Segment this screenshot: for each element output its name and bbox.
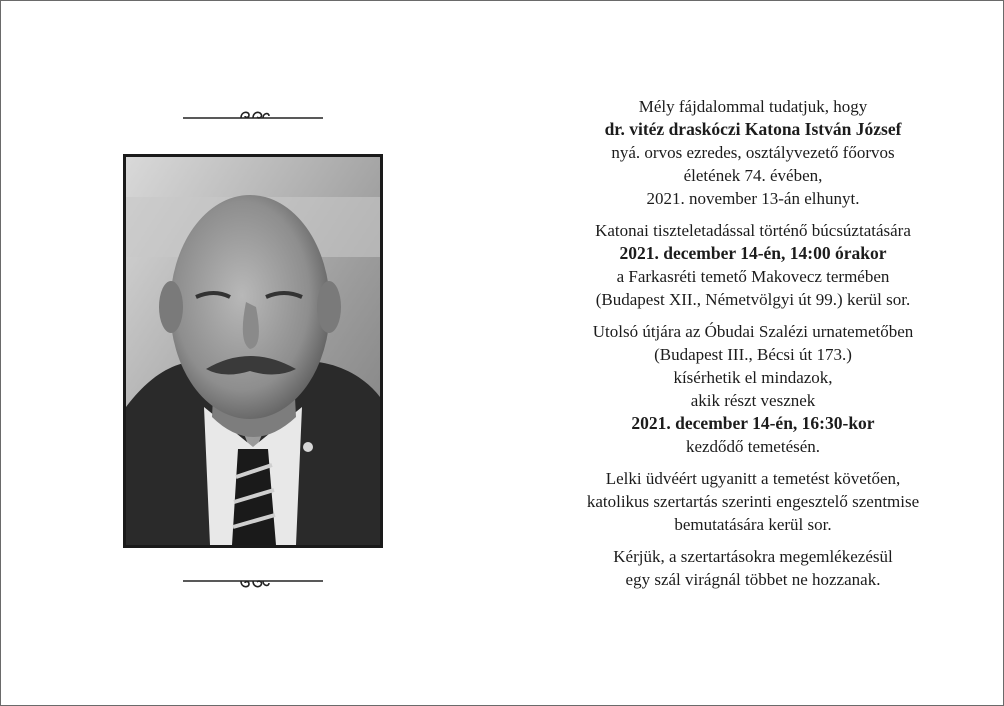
death-date: 2021. november 13-án elhunyt. xyxy=(646,189,860,208)
burial-line: kezdődő temetésén. xyxy=(685,437,821,456)
deceased-name: dr. vitéz draskóczi Katona István József xyxy=(604,119,902,139)
intro-line: Mély fájdalommal tudatjuk, hogy xyxy=(638,97,868,116)
announcement-text xyxy=(541,95,965,591)
mass-line: Lelki üdvéért ugyanitt a temetést követően, xyxy=(605,469,901,488)
mass-line: katolikus szertartás szerinti engesztelő szentmise xyxy=(586,492,920,511)
burial-address: (Budapest III., Bécsi út 173.) xyxy=(654,345,852,364)
request-line: egy szál virágnál többet ne hozzanak. xyxy=(625,570,881,589)
request-line: Kérjük, a szertartásokra megemlékezésül xyxy=(613,547,893,566)
farewell-place: a Farkasréti temető Makovecz termében xyxy=(616,267,890,286)
flourish-divider-icon xyxy=(183,576,323,592)
mass-line: bemutatására kerül sor. xyxy=(674,515,832,534)
farewell-datetime: 2021. december 14-én, 14:00 órakor xyxy=(619,243,887,263)
deceased-title: nyá. orvos ezredes, osztályvezető főorvos xyxy=(611,143,895,162)
flourish-divider-icon xyxy=(183,107,323,123)
age-line: életének 74. évében, xyxy=(683,166,823,185)
burial-line: kísérhetik el mindazok, xyxy=(673,368,833,387)
burial-intro: Utolsó útjára az Óbudai Szalézi urnatemetőben xyxy=(592,322,914,341)
burial-line: akik részt vesznek xyxy=(690,391,816,410)
farewell-intro: Katonai tiszteletadással történő búcsúztatására xyxy=(595,221,911,240)
portrait-photo xyxy=(123,154,383,548)
farewell-address: (Budapest XII., Németvölgyi út 99.) kerül sor. xyxy=(595,290,911,309)
burial-datetime: 2021. december 14-én, 16:30-kor xyxy=(631,413,875,433)
